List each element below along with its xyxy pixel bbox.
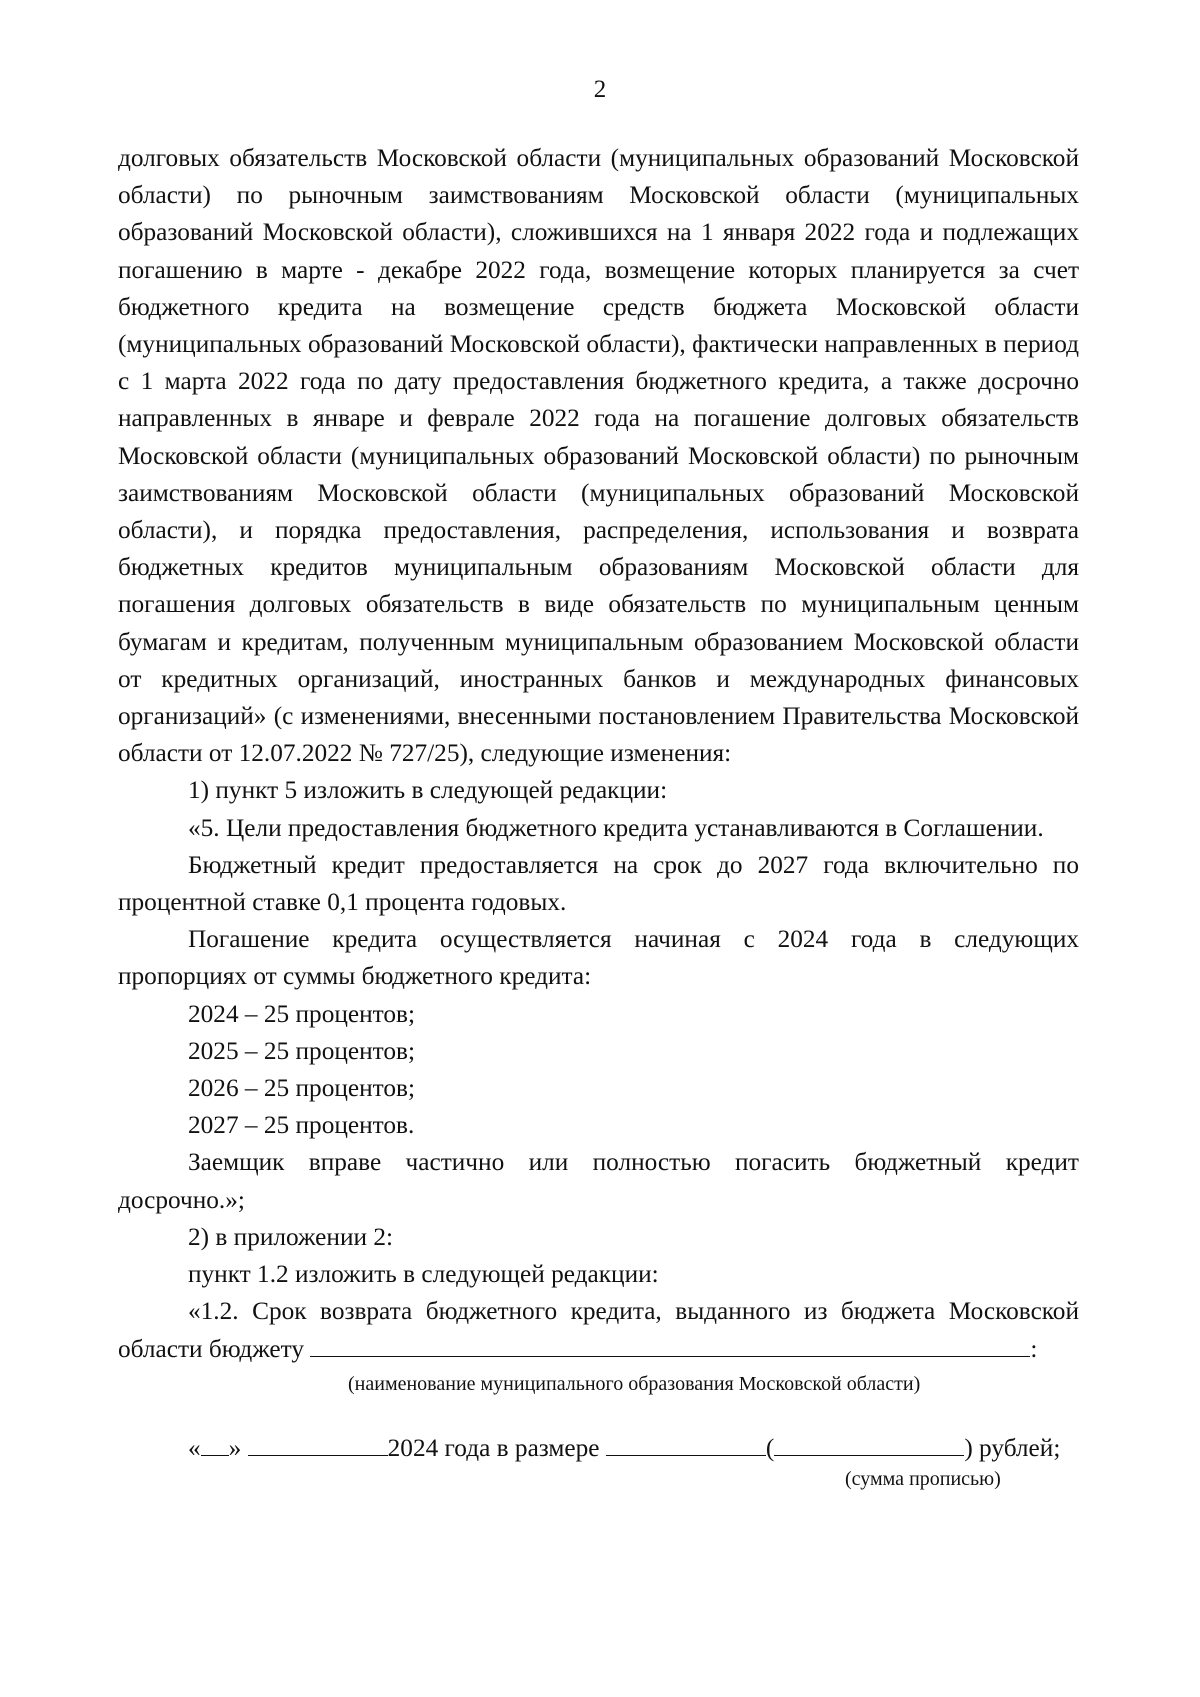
month-blank — [248, 1431, 388, 1456]
repayment-date-row — [118, 1430, 1079, 1467]
close-quote: » — [228, 1433, 242, 1462]
schedule-item: 2026 – 25 процентов; — [188, 1074, 415, 1103]
amount-words-blank — [774, 1431, 964, 1456]
schedule-item: 2025 – 25 процентов; — [188, 1036, 415, 1065]
intro-paragraph: долговых обязательств Московской области (муниципальных образований Московской области) по рыночным заимствованиям Московской области (муниципальных образований Московской области), сложившихся на 1 января 2022 года и подлежащих погашению в марте - декабре 2022 года, возмещение которых планируется за счет бюджетного кредита на возмещение средств бюджета Московской области (муниципальных образований Московской области), фактически направленных в период с 1 марта 2022 года по дату предоставления бюджетного кредита, а также досрочно направленных в январе и феврале 2022 года на погашение долговых обязательств Московской области (муниципальных образований Московской области) по рыночным заимствованиям Московской области (муниципальных образований Московской области), и порядка предоставления, распределения, использования и возврата бюджетных кредитов муниципальным образованиям Московской области для погашения долговых обязательств в виде обязательств по муниципальным ценным бумагам и кредитам, полученным муниципальным образованием Московской области от кредитных организаций, иностранных банков и международных финансовых организаций» (с изменениями, внесенными постановлением Правительства Московской области от 12.07.2022 № 727/25), следующие изменения: — [118, 144, 1079, 768]
page-number: 2 — [593, 76, 607, 103]
day-blank — [201, 1431, 229, 1456]
open-quote: « — [188, 1433, 201, 1462]
item1-heading: 1) пункт 5 изложить в следующей редакции: — [188, 776, 668, 805]
item2-subheading: пункт 1.2 изложить в следующей редакции: — [188, 1260, 659, 1289]
municipality-caption: (наименование муниципального образования Московской области) — [348, 1372, 921, 1395]
open-paren: ( — [765, 1433, 775, 1462]
item2-text — [118, 1293, 1079, 1367]
municipality-blank — [310, 1332, 1030, 1357]
item2-colon: : — [1030, 1334, 1038, 1363]
item1-paragraph-goals: «5. Цели предоставления бюджетного кредита устанавливаются в Соглашении. — [188, 813, 1044, 842]
schedule-item: 2027 – 25 процентов. — [188, 1111, 415, 1140]
document-body — [118, 140, 1079, 1491]
item1-paragraph-repayment: Погашение кредита осуществляется начиная с 2024 года в следующих пропорциях от суммы бюджетного кредита: — [118, 925, 1079, 991]
sum-caption: (сумма прописью) — [845, 1467, 1001, 1490]
close-text: ) рублей; — [964, 1433, 1061, 1462]
item1-paragraph-early-repayment: Заемщик вправе частично или полностью погасить бюджетный кредит досрочно.»; — [118, 1148, 1079, 1214]
item2-text-body: «1.2. Срок возврата бюджетного кредита, выданного из бюджета Московской области бюджету — [118, 1297, 1079, 1363]
amount-blank — [606, 1431, 766, 1456]
item2-heading: 2) в приложении 2: — [188, 1222, 394, 1251]
year-text: 2024 года в размере — [387, 1433, 600, 1462]
item1-paragraph-term: Бюджетный кредит предоставляется на срок до 2027 года включительно по процентной ставке 0,1 процента годовых. — [118, 850, 1079, 917]
schedule-item: 2024 – 25 процентов; — [188, 999, 415, 1028]
